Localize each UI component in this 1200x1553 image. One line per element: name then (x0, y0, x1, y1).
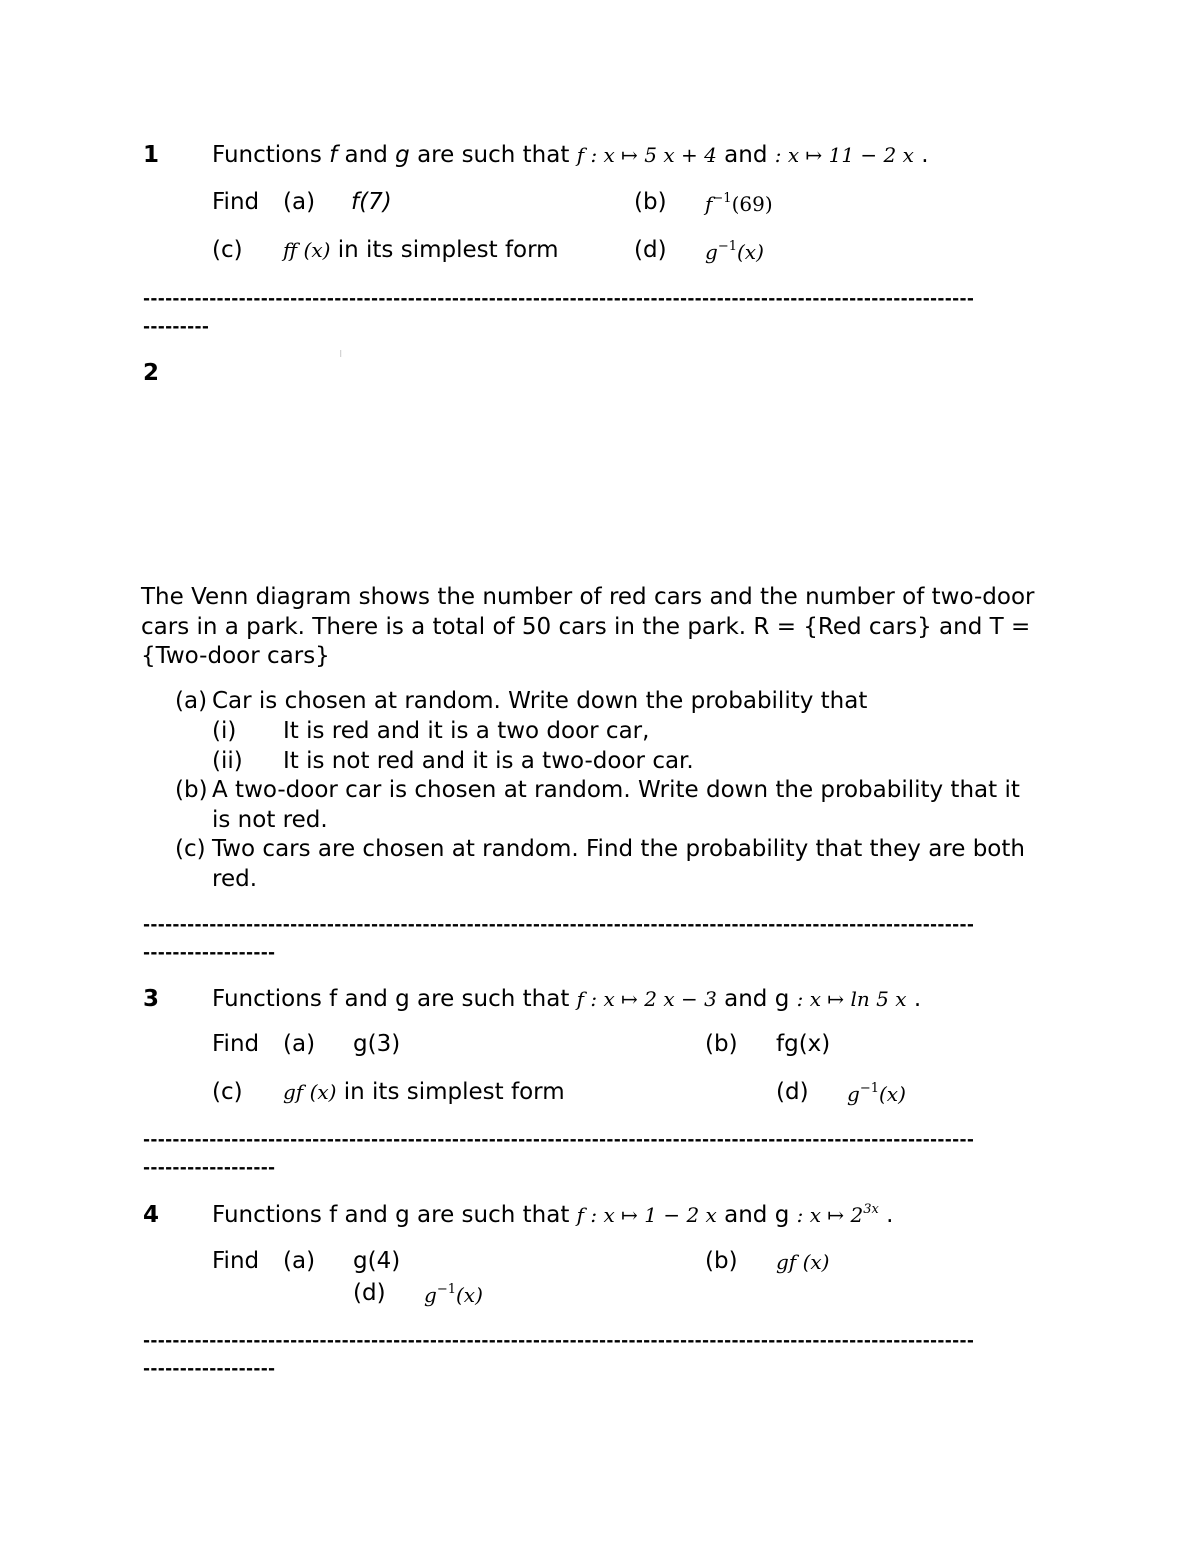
q3-stem-text: Functions f and g are such that (212, 986, 570, 1012)
q1-c-math: ff (x) (283, 238, 331, 262)
q4-b-math: gf (x) (776, 1250, 830, 1274)
q3-map-f: f : x ↦ 2 x − 3 (576, 987, 717, 1011)
separator-2-line2: ------------------ (143, 943, 276, 963)
q3-b-label: (b) (705, 1031, 738, 1057)
q1-and: and (344, 142, 388, 168)
q1-f: f (329, 142, 338, 168)
q4-a-text: g(4) (353, 1248, 401, 1274)
q1-find: Find (212, 189, 260, 215)
q1-map-f: f : x ↦ 5 x + 4 (576, 143, 717, 167)
q3-d-sup: −1 (859, 1081, 879, 1096)
q3-c (283, 1079, 565, 1105)
separator-2-line1: ----------------------------------------------------------------------------------------------------------------- (143, 915, 975, 935)
q4-find: Find (212, 1248, 260, 1274)
q2-c-line2: red. (212, 866, 258, 892)
q1-stem-a: Functions (212, 142, 322, 168)
q4-stem-text: Functions f and g are such that (212, 1202, 570, 1228)
q4-map-f: f : x ↦ 1 − 2 x (576, 1203, 717, 1227)
q1-stem (212, 142, 929, 168)
separator-3-line2: ------------------ (143, 1158, 276, 1178)
q1-number: 1 (143, 142, 160, 168)
q2-b-line2: is not red. (212, 807, 328, 833)
q2-number: 2 (143, 360, 160, 386)
q4-d-sup: −1 (436, 1282, 456, 1297)
q4-d-g: g (424, 1283, 437, 1307)
q1-g: g (395, 142, 410, 168)
separator-1-line1: ----------------------------------------------------------------------------------------------------------------- (143, 289, 975, 309)
q1-c-label: (c) (212, 237, 243, 263)
q4-period: . (886, 1202, 894, 1228)
q2-mark: ı (339, 346, 343, 360)
q1-stem-b: are such that (417, 142, 570, 168)
q1-d-g: g (705, 240, 718, 264)
q2-aii-text: It is not red and it is a two-door car. (283, 748, 694, 774)
q1-d-expr (705, 239, 764, 264)
q3-g: g (774, 986, 790, 1012)
q3-b-text: fg(x) (776, 1031, 831, 1057)
q4-map-g-base: : x ↦ 2 (796, 1203, 864, 1227)
q3-c-label: (c) (212, 1079, 243, 1105)
q1-map-g: : x ↦ 11 − 2 x (774, 143, 914, 167)
q4-d-arg: (x) (455, 1283, 483, 1307)
q2-ai-label: (i) (212, 718, 237, 744)
q4-map-g-sup: 3x (863, 1202, 879, 1217)
q4-map-g (797, 1203, 879, 1227)
q3-period: . (913, 986, 922, 1012)
q1-a-text: f(7) (351, 189, 392, 215)
q2-b-label: (b) (175, 777, 208, 803)
q3-a-text: g(3) (353, 1031, 401, 1057)
separator-2 (143, 911, 974, 967)
q2-intro: The Venn diagram shows the number of red cars and the number of two-door cars in a park. There is a total of 50 cars in the park. R = {Red cars} and T = {Two-door cars} (141, 584, 1035, 669)
q3-d-arg: (x) (878, 1082, 906, 1106)
q4-number: 4 (143, 1202, 160, 1228)
q3-d-expr (847, 1081, 906, 1106)
q2-a-label: (a) (175, 688, 208, 714)
q4-g: g (774, 1202, 790, 1228)
q2-c-label: (c) (175, 836, 206, 862)
q2-a-text: Car is chosen at random. Write down the probability that (212, 688, 868, 714)
q1-d-arg: (x) (736, 240, 764, 264)
q4-and: and (724, 1202, 768, 1228)
q1-a-label: (a) (283, 189, 316, 215)
q3-find: Find (212, 1031, 260, 1057)
q1-b-sup: −1 (712, 191, 732, 206)
q1-b-expr (705, 191, 773, 216)
q2-b-line1: A two-door car is chosen at random. Write down the probability that it (212, 777, 1020, 803)
q1-b-f: f (705, 192, 713, 216)
q3-and: and (724, 986, 768, 1012)
q4-b-label: (b) (705, 1248, 738, 1274)
q4-d-expr (424, 1282, 483, 1307)
separator-1-line2: --------- (143, 317, 210, 337)
q2-ai-text: It is red and it is a two door car, (283, 718, 650, 744)
q1-period: . (921, 142, 929, 168)
q1-c-text: in its simplest form (337, 237, 559, 263)
q3-a-label: (a) (283, 1031, 316, 1057)
q3-c-text: in its simplest form (343, 1079, 565, 1105)
q4-a-label: (a) (283, 1248, 316, 1274)
separator-1 (143, 285, 974, 341)
q1-b-label: (b) (634, 189, 667, 215)
q1-d-sup: −1 (717, 239, 737, 254)
q1-d-label: (d) (634, 237, 667, 263)
q3-d-g: g (847, 1082, 860, 1106)
separator-4-line1: ----------------------------------------------------------------------------------------------------------------- (143, 1331, 975, 1351)
q3-c-math: gf (x) (283, 1080, 337, 1104)
q1-b-arg: (69) (731, 192, 773, 216)
separator-3 (143, 1126, 974, 1182)
q2-c-line1: Two cars are chosen at random. Find the probability that they are both (212, 836, 1025, 862)
q3-d-label: (d) (776, 1079, 809, 1105)
q4-stem (212, 1202, 893, 1228)
q3-stem (212, 986, 921, 1012)
separator-4 (143, 1327, 974, 1383)
q1-and2: and (724, 142, 768, 168)
q4-d-label: (d) (353, 1280, 386, 1306)
q2-aii-label: (ii) (212, 748, 243, 774)
q3-number: 3 (143, 986, 160, 1012)
separator-4-line2: ------------------ (143, 1359, 276, 1379)
separator-3-line1: ----------------------------------------------------------------------------------------------------------------- (143, 1130, 975, 1150)
q1-c (283, 237, 559, 263)
q3-map-g: : x ↦ ln 5 x (796, 987, 907, 1011)
